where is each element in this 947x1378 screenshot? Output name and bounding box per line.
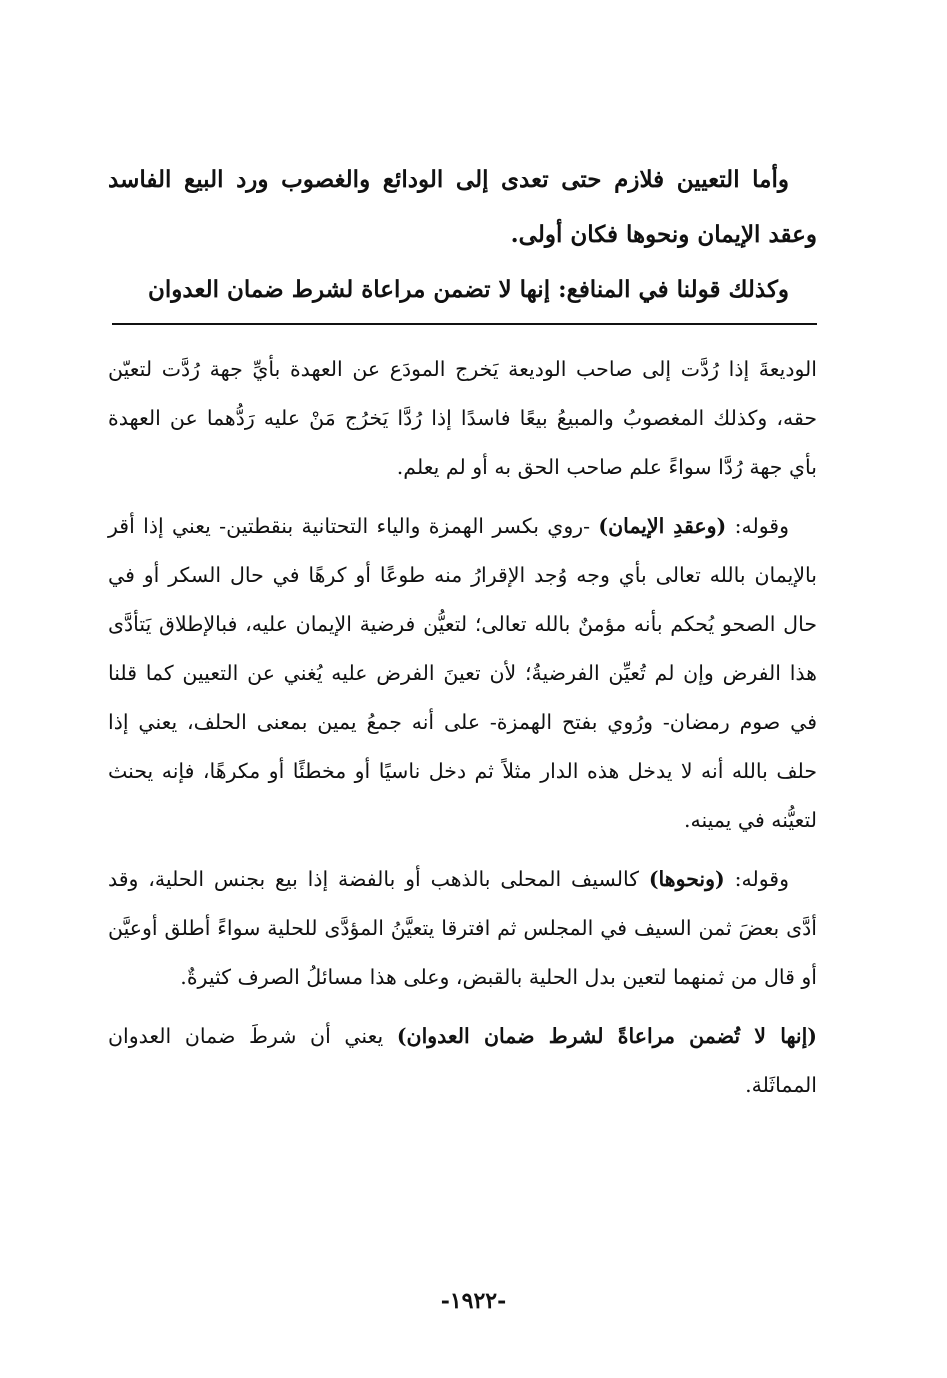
commentary-body: يعني أن شرطَ ضمان العدوان المماثَلة.	[108, 1024, 817, 1097]
main-text-paragraph-2: وكذلك قولنا في المنافع: إنها لا تضمن مراعاة لشرط ضمان العدوان	[148, 276, 789, 303]
commentary-body: -روي بكسر الهمزة والياء التحتانية بنقطتين- يعني إذا أقر بالإيمان بالله تعالى بأي وجه وُجد الإقرارُ منه طوعًا أو كرهًا في حال السكر أو في حال الصحو يُحكم بأنه مؤمنٌ بالله تعالى؛ لتعيُّن فرضية الإيمان عليه، فبالإطلاق يَتأدَّى هذا الفرض وإن لم تُعيِّن الفرضيةُ؛ لأن تعينَ الفرض عليه يُغني عن التعيين كما قلنا في صوم رمضان- ورُوي بفتح الهمزة- على أنه جمعُ يمين بمعنى الحلف، يعني إذا حلف بالله أنه لا يدخل هذه الدار مثلاً ثم دخل ناسيًا أو مخطئًا أو مكرهًا، فإنه يحنث لتعيُّنه في يمينه.	[108, 514, 817, 832]
commentary-paragraph-2	[108, 502, 817, 845]
commentary-body: كالسيف المحلى بالذهب أو بالفضة إذا بيع بجنس الحلية، وقد أدَّى بعضَ ثمن السيف في المجلس ثم افترقا يتعيَّنُ المؤدَّى للحلية سواءً أطلق أوعيَّن أو قال من ثمنهما لتعين بدل الحلية بالقبض، وعلى هذا مسائلُ الصرف كثيرةٌ.	[108, 867, 817, 989]
commentary-lemma: (ونحوها)	[648, 867, 725, 891]
commentary-intro: وقوله:	[726, 514, 790, 538]
main-text	[108, 152, 817, 317]
main-text-paragraph-1: وأما التعيين فلازم حتى تعدى إلى الودائع والغصوب ورد البيع الفاسد وعقد الإيمان ونحوها فكان أولى.	[108, 166, 817, 248]
commentary-paragraph-3	[108, 855, 817, 1002]
commentary-paragraph-4	[108, 1012, 817, 1110]
commentary-intro: وقوله:	[724, 867, 790, 891]
page-number: -١٩٢٢-	[440, 1288, 507, 1314]
commentary-paragraph-1: الوديعةَ إذا رُدَّت إلى صاحب الوديعة يَخرج المودَع عن العهدة بأيِّ جهة رُدَّت لتعيّن حقه، وكذلك المغصوبُ والمبيعُ بيعًا فاسدًا إذا رُدَّا يَخرُج مَنْ عليه رَدُّهما عن العهدة بأي جهة رُدَّا سواءً علم صاحب الحق به أو لم يعلم.	[108, 357, 817, 479]
commentary-lemma: (وعقدِ الإيمان)	[598, 514, 727, 538]
footnote-divider	[112, 323, 817, 325]
commentary	[108, 345, 817, 1120]
commentary-lemma: (إنها لا تُضمن مراعاةً لشرط ضمان العدوان)	[396, 1024, 817, 1048]
